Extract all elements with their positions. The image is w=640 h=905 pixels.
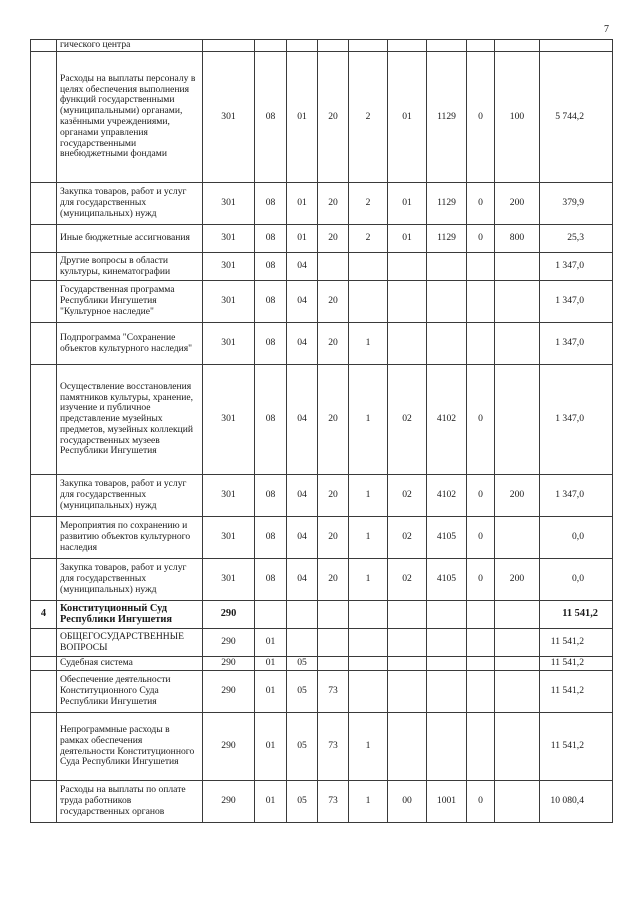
row-number-cell xyxy=(31,40,57,52)
activity-code-cell: 02 xyxy=(388,559,427,601)
program-code-cell: 20 xyxy=(318,323,349,365)
direction-code-cell: 1129 xyxy=(427,52,467,183)
administrator-code-cell: 301 xyxy=(203,253,255,281)
row-number-cell: 4 xyxy=(31,601,57,629)
row-number-cell xyxy=(31,629,57,657)
description-cell: Закупка товаров, работ и услуг для государственных (муниципальных) нужд xyxy=(57,475,203,517)
subsection-code-cell: 04 xyxy=(287,517,318,559)
extra-code-cell xyxy=(467,629,495,657)
subsection-code-cell xyxy=(287,601,318,629)
section-code-cell xyxy=(255,601,287,629)
subsection-code-cell: 01 xyxy=(287,183,318,225)
subprogram-code-cell xyxy=(349,671,388,713)
extra-code-cell xyxy=(467,657,495,671)
program-code-cell xyxy=(318,657,349,671)
administrator-code-cell: 301 xyxy=(203,52,255,183)
expense-type-cell xyxy=(495,657,540,671)
program-code-cell xyxy=(318,40,349,52)
expense-type-cell: 200 xyxy=(495,475,540,517)
description-cell: Расходы на выплаты по оплате труда работников государственных органов xyxy=(57,781,203,823)
activity-code-cell: 01 xyxy=(388,183,427,225)
amount-cell: 379,9 xyxy=(540,183,613,225)
section-code-cell: 08 xyxy=(255,253,287,281)
direction-code-cell xyxy=(427,601,467,629)
amount-cell: 0,0 xyxy=(540,559,613,601)
administrator-code-cell: 290 xyxy=(203,713,255,781)
expense-type-cell xyxy=(495,253,540,281)
section-code-cell: 08 xyxy=(255,323,287,365)
description-cell: ОБЩЕГОСУДАРСТВЕННЫЕ ВОПРОСЫ xyxy=(57,629,203,657)
description-cell: Непрограммные расходы в рамках обеспечения деятельности Конституционного Суда Республики Ингушетия xyxy=(57,713,203,781)
direction-code-cell xyxy=(427,323,467,365)
extra-code-cell: 0 xyxy=(467,52,495,183)
row-number-cell xyxy=(31,517,57,559)
row-number-cell xyxy=(31,781,57,823)
description-cell: Расходы на выплаты персоналу в целях обеспечения выполнения функций государственными (муниципальными) органами, казёнными учреждениями, органами управления государственными внебюджетными фондами xyxy=(57,52,203,183)
expense-type-cell xyxy=(495,601,540,629)
administrator-code-cell: 301 xyxy=(203,323,255,365)
subprogram-code-cell xyxy=(349,281,388,323)
section-code-cell: 01 xyxy=(255,657,287,671)
program-code-cell: 20 xyxy=(318,225,349,253)
section-code-cell xyxy=(255,40,287,52)
table-row xyxy=(31,713,613,781)
table-row xyxy=(31,559,613,601)
direction-code-cell: 4102 xyxy=(427,365,467,475)
row-number-cell xyxy=(31,52,57,183)
administrator-code-cell: 301 xyxy=(203,281,255,323)
program-code-cell: 73 xyxy=(318,781,349,823)
table-row xyxy=(31,52,613,183)
direction-code-cell xyxy=(427,657,467,671)
table-row xyxy=(31,323,613,365)
extra-code-cell xyxy=(467,713,495,781)
amount-cell: 1 347,0 xyxy=(540,281,613,323)
description-cell: Государственная программа Республики Ингушетия "Культурное наследие" xyxy=(57,281,203,323)
activity-code-cell xyxy=(388,281,427,323)
activity-code-cell: 00 xyxy=(388,781,427,823)
program-code-cell: 20 xyxy=(318,475,349,517)
administrator-code-cell: 301 xyxy=(203,225,255,253)
row-number-cell xyxy=(31,559,57,601)
administrator-code-cell: 290 xyxy=(203,781,255,823)
subsection-code-cell: 04 xyxy=(287,475,318,517)
program-code-cell: 20 xyxy=(318,559,349,601)
activity-code-cell xyxy=(388,629,427,657)
extra-code-cell: 0 xyxy=(467,365,495,475)
section-code-cell: 08 xyxy=(255,559,287,601)
amount-cell: 11 541,2 xyxy=(540,657,613,671)
subsection-code-cell: 04 xyxy=(287,365,318,475)
description-cell: Иные бюджетные ассигнования xyxy=(57,225,203,253)
expense-type-cell: 200 xyxy=(495,183,540,225)
section-code-cell: 08 xyxy=(255,225,287,253)
amount-cell: 11 541,2 xyxy=(540,601,613,629)
row-number-cell xyxy=(31,281,57,323)
amount-cell: 1 347,0 xyxy=(540,365,613,475)
section-code-cell: 08 xyxy=(255,183,287,225)
direction-code-cell xyxy=(427,629,467,657)
row-number-cell xyxy=(31,657,57,671)
activity-code-cell xyxy=(388,657,427,671)
direction-code-cell xyxy=(427,713,467,781)
subsection-code-cell: 04 xyxy=(287,559,318,601)
row-number-cell xyxy=(31,365,57,475)
administrator-code-cell: 301 xyxy=(203,517,255,559)
administrator-code-cell: 301 xyxy=(203,559,255,601)
amount-cell: 1 347,0 xyxy=(540,323,613,365)
expense-type-cell xyxy=(495,517,540,559)
subsection-code-cell: 04 xyxy=(287,253,318,281)
expense-type-cell xyxy=(495,629,540,657)
table-row xyxy=(31,183,613,225)
activity-code-cell xyxy=(388,671,427,713)
table-row xyxy=(31,281,613,323)
activity-code-cell: 02 xyxy=(388,365,427,475)
administrator-code-cell: 301 xyxy=(203,365,255,475)
expense-type-cell xyxy=(495,713,540,781)
program-code-cell xyxy=(318,253,349,281)
activity-code-cell: 02 xyxy=(388,475,427,517)
amount-cell: 10 080,4 xyxy=(540,781,613,823)
subsection-code-cell: 04 xyxy=(287,323,318,365)
subprogram-code-cell: 1 xyxy=(349,559,388,601)
direction-code-cell: 4105 xyxy=(427,559,467,601)
extra-code-cell xyxy=(467,281,495,323)
description-cell: Мероприятия по сохранению и развитию объектов культурного наследия xyxy=(57,517,203,559)
extra-code-cell: 0 xyxy=(467,559,495,601)
program-code-cell: 20 xyxy=(318,281,349,323)
expense-type-cell: 800 xyxy=(495,225,540,253)
administrator-code-cell: 301 xyxy=(203,475,255,517)
amount-cell: 11 541,2 xyxy=(540,671,613,713)
description-cell: Осуществление восстановления памятников культуры, хранение, изучение и публичное представление музейных предметов, музейных коллекций государственных музеев Республики Ингушетия xyxy=(57,365,203,475)
row-number-cell xyxy=(31,183,57,225)
section-code-cell: 08 xyxy=(255,475,287,517)
subsection-code-cell: 01 xyxy=(287,52,318,183)
extra-code-cell: 0 xyxy=(467,517,495,559)
administrator-code-cell: 290 xyxy=(203,629,255,657)
extra-code-cell: 0 xyxy=(467,475,495,517)
administrator-code-cell: 290 xyxy=(203,657,255,671)
amount-cell: 11 541,2 xyxy=(540,713,613,781)
expense-type-cell xyxy=(495,671,540,713)
subprogram-code-cell: 1 xyxy=(349,517,388,559)
expense-type-cell xyxy=(495,365,540,475)
extra-code-cell: 0 xyxy=(467,225,495,253)
row-number-cell xyxy=(31,671,57,713)
subprogram-code-cell: 2 xyxy=(349,52,388,183)
table-row xyxy=(31,475,613,517)
table-row xyxy=(31,253,613,281)
direction-code-cell: 1129 xyxy=(427,183,467,225)
subsection-code-cell: 04 xyxy=(287,281,318,323)
expense-type-cell xyxy=(495,781,540,823)
subprogram-code-cell: 1 xyxy=(349,475,388,517)
program-code-cell: 73 xyxy=(318,713,349,781)
subprogram-code-cell xyxy=(349,601,388,629)
amount-cell: 11 541,2 xyxy=(540,629,613,657)
activity-code-cell: 02 xyxy=(388,517,427,559)
description-cell: Закупка товаров, работ и услуг для государственных (муниципальных) нужд xyxy=(57,183,203,225)
description-cell: Обеспечение деятельности Конституционного Суда Республики Ингушетия xyxy=(57,671,203,713)
section-code-cell: 01 xyxy=(255,671,287,713)
table-row xyxy=(31,601,613,629)
row-number-cell xyxy=(31,253,57,281)
expense-type-cell xyxy=(495,40,540,52)
subsection-code-cell: 05 xyxy=(287,781,318,823)
expense-type-cell xyxy=(495,323,540,365)
subsection-code-cell: 01 xyxy=(287,225,318,253)
table-row xyxy=(31,225,613,253)
extra-code-cell xyxy=(467,671,495,713)
amount-cell: 0,0 xyxy=(540,517,613,559)
table-row xyxy=(31,671,613,713)
subprogram-code-cell: 2 xyxy=(349,225,388,253)
subprogram-code-cell: 1 xyxy=(349,713,388,781)
extra-code-cell xyxy=(467,40,495,52)
row-number-cell xyxy=(31,225,57,253)
amount-cell xyxy=(540,40,613,52)
description-cell: Закупка товаров, работ и услуг для государственных (муниципальных) нужд xyxy=(57,559,203,601)
subprogram-code-cell xyxy=(349,40,388,52)
section-code-cell: 01 xyxy=(255,629,287,657)
description-cell: Судебная система xyxy=(57,657,203,671)
section-code-cell: 08 xyxy=(255,52,287,183)
extra-code-cell xyxy=(467,253,495,281)
row-number-cell xyxy=(31,475,57,517)
page-number: 7 xyxy=(604,24,609,35)
subsection-code-cell xyxy=(287,629,318,657)
direction-code-cell: 4102 xyxy=(427,475,467,517)
program-code-cell: 20 xyxy=(318,517,349,559)
direction-code-cell xyxy=(427,40,467,52)
description-cell: Подпрограмма "Сохранение объектов культурного наследия" xyxy=(57,323,203,365)
row-number-cell xyxy=(31,323,57,365)
activity-code-cell xyxy=(388,601,427,629)
row-number-cell xyxy=(31,713,57,781)
subprogram-code-cell: 1 xyxy=(349,781,388,823)
amount-cell: 5 744,2 xyxy=(540,52,613,183)
program-code-cell: 20 xyxy=(318,365,349,475)
amount-cell: 1 347,0 xyxy=(540,475,613,517)
description-cell: гического центра xyxy=(57,40,203,52)
extra-code-cell: 0 xyxy=(467,781,495,823)
activity-code-cell xyxy=(388,40,427,52)
amount-cell: 25,3 xyxy=(540,225,613,253)
program-code-cell xyxy=(318,601,349,629)
direction-code-cell xyxy=(427,281,467,323)
section-code-cell: 01 xyxy=(255,781,287,823)
extra-code-cell xyxy=(467,601,495,629)
section-code-cell: 08 xyxy=(255,281,287,323)
section-code-cell: 08 xyxy=(255,365,287,475)
direction-code-cell: 4105 xyxy=(427,517,467,559)
section-code-cell: 08 xyxy=(255,517,287,559)
activity-code-cell: 01 xyxy=(388,52,427,183)
subprogram-code-cell: 1 xyxy=(349,365,388,475)
subprogram-code-cell: 2 xyxy=(349,183,388,225)
table-row xyxy=(31,517,613,559)
subprogram-code-cell xyxy=(349,657,388,671)
table-row xyxy=(31,40,613,52)
table-row xyxy=(31,629,613,657)
subsection-code-cell: 05 xyxy=(287,657,318,671)
administrator-code-cell: 301 xyxy=(203,183,255,225)
description-cell: Другие вопросы в области культуры, кинематографии xyxy=(57,253,203,281)
activity-code-cell xyxy=(388,713,427,781)
subsection-code-cell: 05 xyxy=(287,671,318,713)
subsection-code-cell: 05 xyxy=(287,713,318,781)
table-row xyxy=(31,365,613,475)
subprogram-code-cell: 1 xyxy=(349,323,388,365)
expense-type-cell: 100 xyxy=(495,52,540,183)
expense-type-cell: 200 xyxy=(495,559,540,601)
direction-code-cell: 1001 xyxy=(427,781,467,823)
budget-table xyxy=(30,39,613,823)
section-code-cell: 01 xyxy=(255,713,287,781)
program-code-cell: 73 xyxy=(318,671,349,713)
activity-code-cell xyxy=(388,253,427,281)
activity-code-cell xyxy=(388,323,427,365)
extra-code-cell xyxy=(467,323,495,365)
program-code-cell: 20 xyxy=(318,52,349,183)
subprogram-code-cell xyxy=(349,253,388,281)
direction-code-cell: 1129 xyxy=(427,225,467,253)
table-row xyxy=(31,781,613,823)
administrator-code-cell xyxy=(203,40,255,52)
subsection-code-cell xyxy=(287,40,318,52)
subprogram-code-cell xyxy=(349,629,388,657)
amount-cell: 1 347,0 xyxy=(540,253,613,281)
activity-code-cell: 01 xyxy=(388,225,427,253)
description-cell: Конституционный Суд Республики Ингушетия xyxy=(57,601,203,629)
administrator-code-cell: 290 xyxy=(203,671,255,713)
program-code-cell xyxy=(318,629,349,657)
program-code-cell: 20 xyxy=(318,183,349,225)
expense-type-cell xyxy=(495,281,540,323)
administrator-code-cell: 290 xyxy=(203,601,255,629)
extra-code-cell: 0 xyxy=(467,183,495,225)
direction-code-cell xyxy=(427,253,467,281)
table-row xyxy=(31,657,613,671)
direction-code-cell xyxy=(427,671,467,713)
